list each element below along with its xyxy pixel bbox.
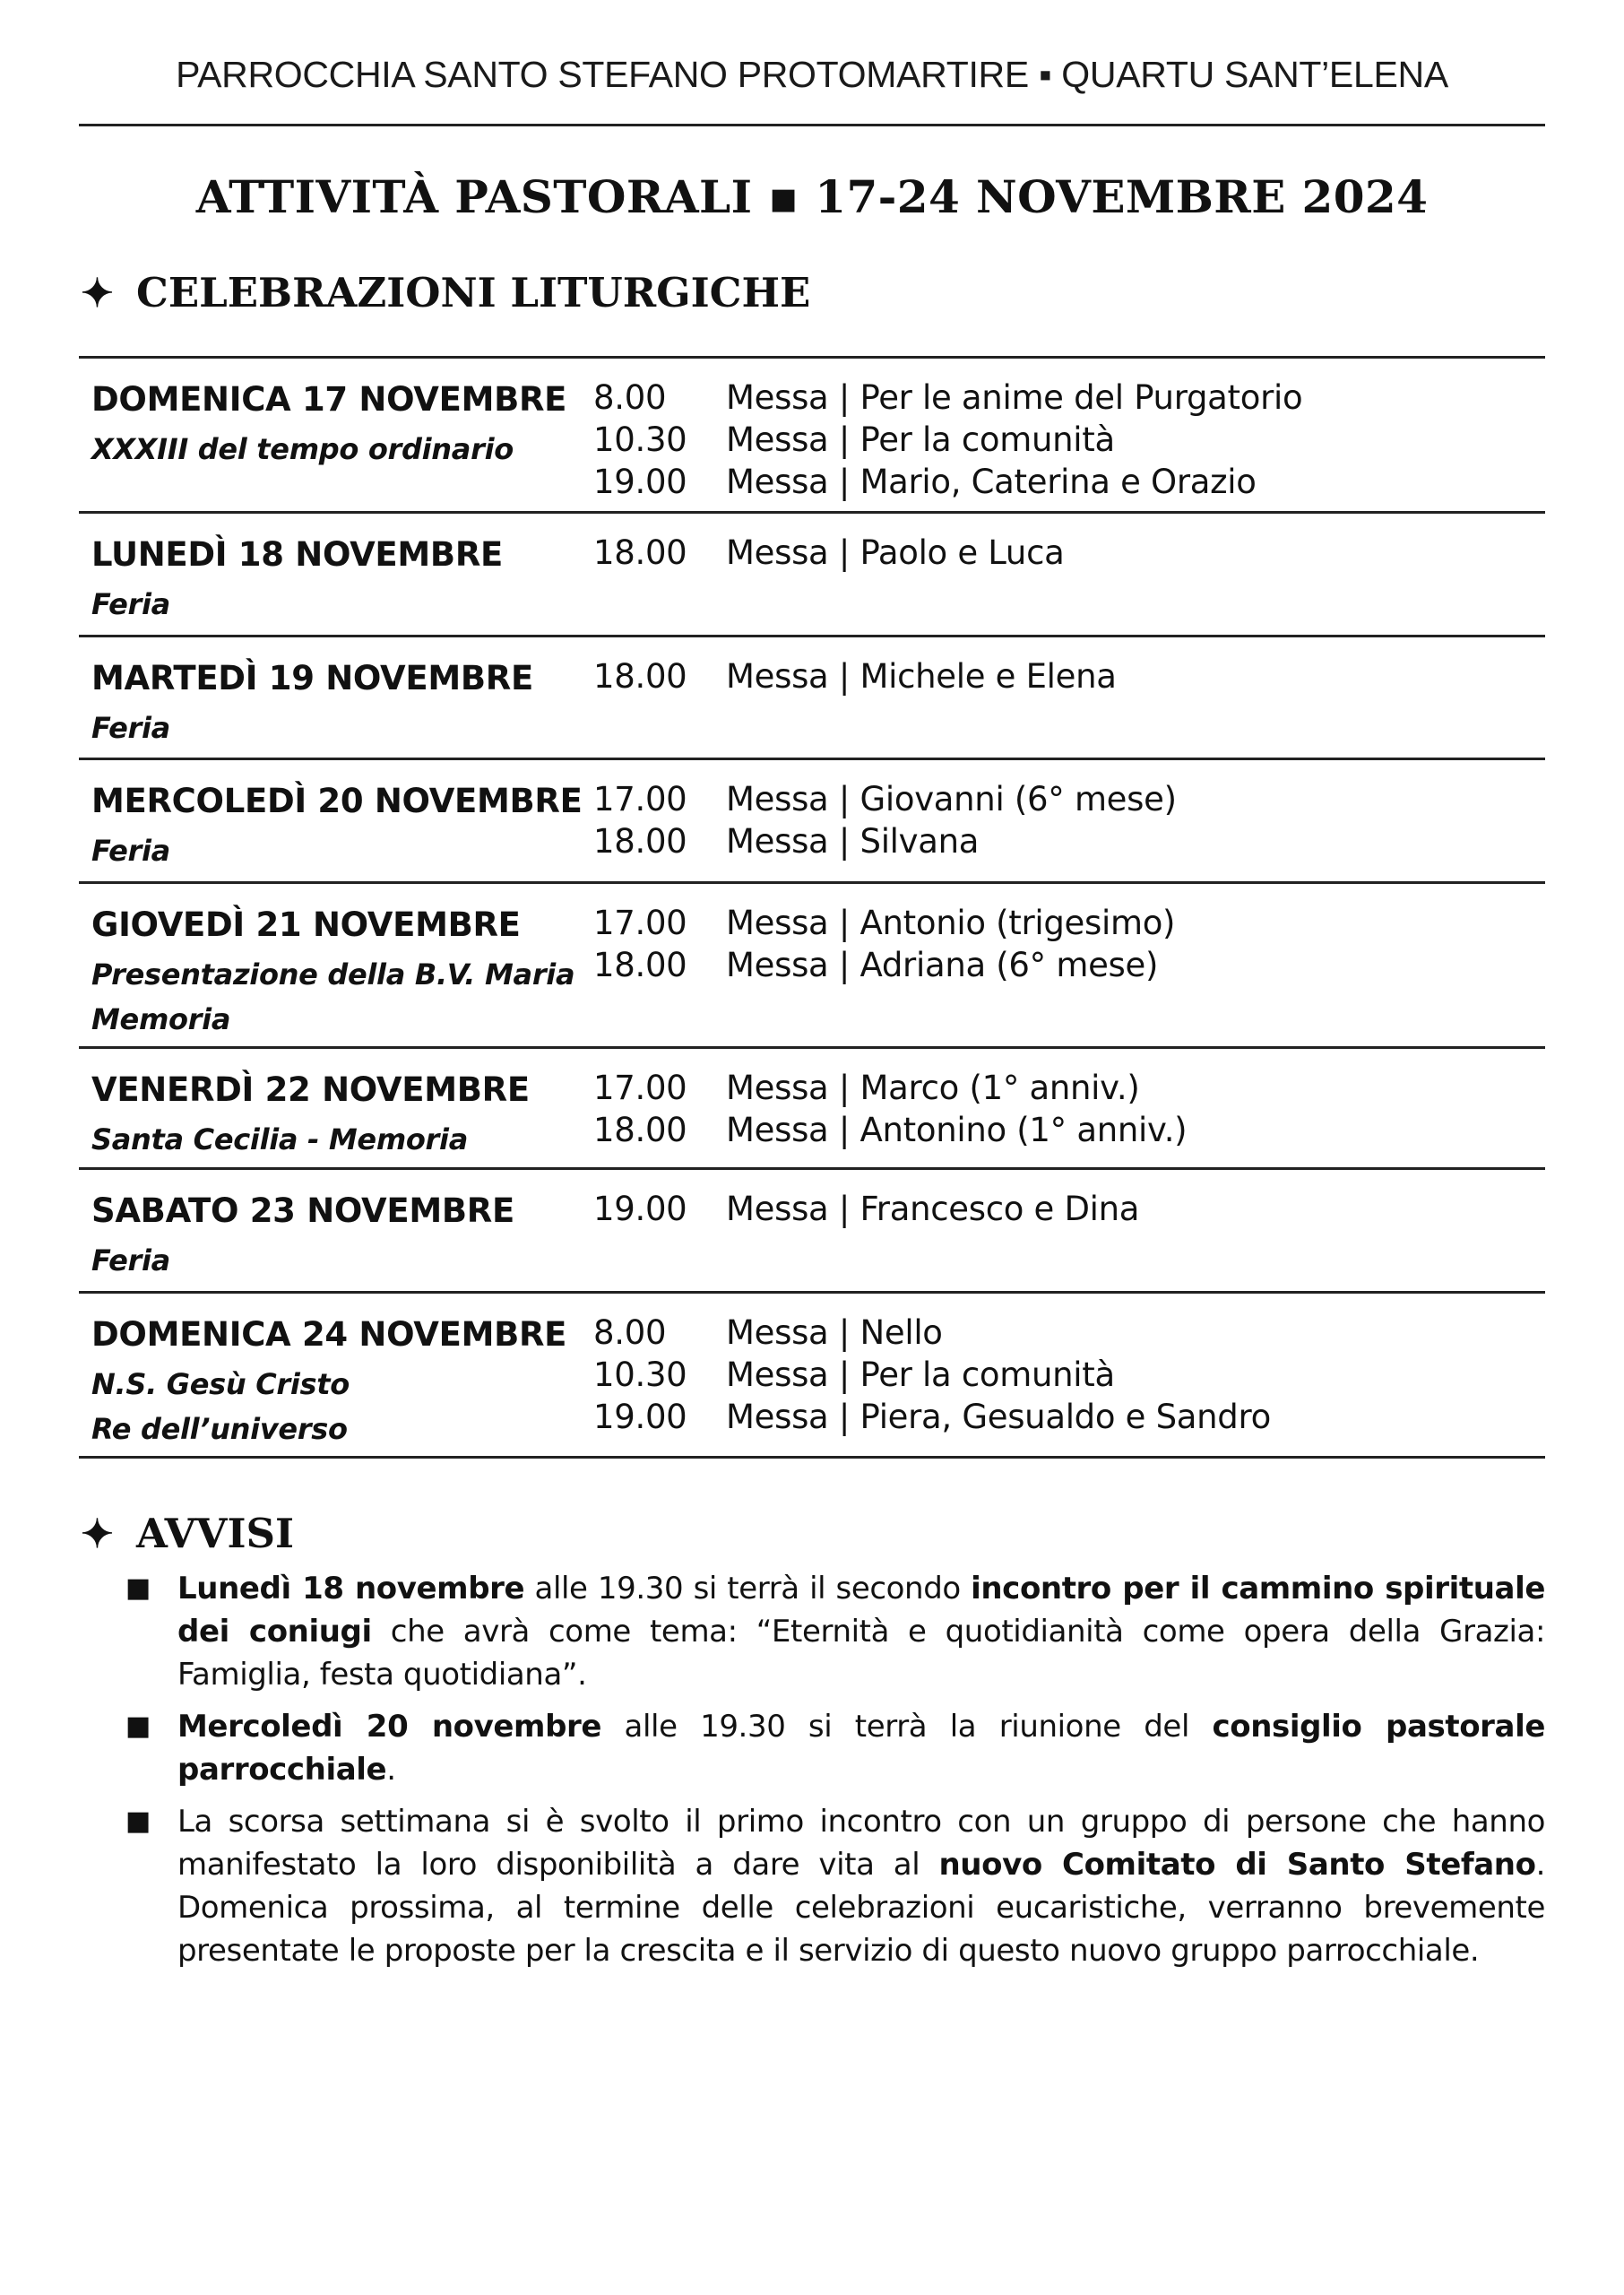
day-subtitle-line: Santa Cecilia - Memoria: [91, 1122, 468, 1156]
day-subtitle-line: Feria: [91, 1243, 170, 1277]
mass-entry: [593, 377, 1302, 419]
day-name: VENERDÌ 22 NOVEMBRE: [91, 1070, 530, 1109]
day-row: [79, 359, 1545, 514]
day-subtitle-line: Presentazione della B.V. Maria: [91, 957, 575, 992]
liturgy-heading-text: CELEBRAZIONI LITURGICHE: [136, 269, 811, 316]
day-subtitle: [91, 1117, 468, 1162]
notice-item: [125, 1800, 1545, 1972]
mass-time: 19.00: [593, 463, 687, 501]
day-subtitle: [91, 952, 574, 1042]
day-name: MARTEDÌ 19 NOVEMBRE: [91, 659, 533, 697]
mass-list: [593, 532, 1065, 574]
liturgy-section-heading: [81, 269, 810, 316]
mass-intention: Messa | Marco (1° anniv.): [726, 1069, 1140, 1107]
mass-intention: Messa | Silvana: [726, 822, 980, 861]
day-row: [79, 1294, 1545, 1459]
day-row: [79, 514, 1545, 637]
mass-entry: [593, 1396, 1271, 1438]
mass-entry: [593, 655, 1117, 697]
mass-time: 18.00: [593, 657, 687, 696]
day-subtitle-line: Memoria: [91, 1002, 231, 1036]
mass-list: [593, 778, 1177, 862]
black-square-bullet-icon: ■: [125, 1710, 151, 1742]
mass-list: [593, 1312, 1271, 1438]
black-square-bullet-icon: ■: [125, 1806, 151, 1837]
notices-heading-text: AVVISI: [136, 1510, 295, 1557]
mass-intention: Messa | Antonio (trigesimo): [726, 904, 1176, 942]
day-subtitle-line: N.S. Gesù Cristo: [91, 1367, 350, 1401]
notice-bold-text: nuovo Comitato di Santo Stefano: [938, 1847, 1536, 1883]
day-name: SABATO 23 NOVEMBRE: [91, 1191, 514, 1230]
notice-text: .: [386, 1752, 396, 1788]
mass-time: 10.30: [593, 420, 687, 459]
day-subtitle: [91, 427, 514, 472]
notices-section-heading: [81, 1510, 294, 1557]
header-divider: [79, 124, 1545, 126]
mass-time: 19.00: [593, 1398, 687, 1436]
mass-list: [593, 1067, 1187, 1151]
day-subtitle: [91, 1238, 170, 1283]
mass-time: 18.00: [593, 946, 687, 984]
day-row: [79, 1049, 1545, 1170]
mass-intention: Messa | Paolo e Luca: [726, 533, 1065, 572]
day-subtitle-line: Re dell’universo: [91, 1412, 348, 1446]
mass-entry: [593, 532, 1065, 574]
mass-list: [593, 1188, 1139, 1230]
day-row: [79, 1170, 1545, 1294]
mass-intention: Messa | Nello: [726, 1313, 943, 1352]
mass-time: 17.00: [593, 780, 687, 818]
mass-list: [593, 902, 1175, 986]
mass-list: [593, 377, 1302, 503]
mass-entry: [593, 902, 1175, 944]
mass-time: 17.00: [593, 1069, 687, 1107]
day-name: MERCOLEDÌ 20 NOVEMBRE: [91, 782, 583, 820]
mass-entry: [593, 461, 1302, 503]
mass-entry: [593, 778, 1177, 820]
mass-intention: Messa | Piera, Gesualdo e Sandro: [726, 1398, 1271, 1436]
mass-intention: Messa | Per la comunità: [726, 1355, 1115, 1394]
mass-entry: [593, 1312, 1271, 1354]
black-square-bullet-icon: ■: [125, 1572, 151, 1604]
mass-intention: Messa | Francesco e Dina: [726, 1190, 1140, 1228]
day-subtitle: [91, 1362, 350, 1451]
notice-text: alle 19.30 si terrà la riunione del: [601, 1709, 1213, 1745]
mass-time: 8.00: [593, 378, 667, 417]
page-title: ATTIVITÀ PASTORALI ▪ 17-24 NOVEMBRE 2024: [195, 170, 1429, 223]
notice-bold-text: incontro per il cammino spirituale dei coniugi: [177, 1571, 1545, 1650]
mass-entry: [593, 820, 1177, 862]
notice-text: alle 19.30 si terrà il secondo: [524, 1571, 972, 1606]
mass-time: 19.00: [593, 1190, 687, 1228]
mass-intention: Messa | Michele e Elena: [726, 657, 1117, 696]
mass-entry: [593, 944, 1175, 986]
day-subtitle: [91, 706, 170, 750]
notice-bold-text: Mercoledì 20 novembre: [177, 1709, 602, 1745]
day-row: [79, 884, 1545, 1049]
mass-intention: Messa | Giovanni (6° mese): [726, 780, 1177, 818]
notice-bold-text: consiglio pastorale parrocchiale: [177, 1709, 1545, 1788]
day-name: DOMENICA 17 NOVEMBRE: [91, 380, 567, 419]
mass-intention: Messa | Per le anime del Purgatorio: [726, 378, 1303, 417]
day-name: LUNEDÌ 18 NOVEMBRE: [91, 535, 503, 574]
day-subtitle-line: Feria: [91, 711, 170, 745]
day-subtitle-line: Feria: [91, 834, 170, 868]
mass-entry: [593, 1188, 1139, 1230]
day-name: DOMENICA 24 NOVEMBRE: [91, 1315, 567, 1354]
mass-time: 18.00: [593, 1111, 687, 1149]
parish-header: PARROCCHIA SANTO STEFANO PROTOMARTIRE ▪ QUARTU SANT’ELENA: [176, 54, 1448, 95]
mass-time: 18.00: [593, 822, 687, 861]
day-name: GIOVEDÌ 21 NOVEMBRE: [91, 905, 521, 944]
day-subtitle: [91, 582, 170, 627]
mass-list: [593, 655, 1117, 697]
mass-time: 10.30: [593, 1355, 687, 1394]
mass-time: 17.00: [593, 904, 687, 942]
mass-entry: [593, 1109, 1187, 1151]
mass-time: 8.00: [593, 1313, 667, 1352]
notice-text: che avrà come tema: “Eternità e quotidianità come opera della Grazia: Famiglia, festa quotidiana”.: [177, 1614, 1546, 1693]
notice-text: La scorsa settimana si è svolto il primo incontro con un gruppo di persone che hanno manifestato la loro disponibilità a dare vita al: [177, 1804, 1545, 1883]
mass-time: 18.00: [593, 533, 687, 572]
notice-text: . Domenica prossima, al termine delle celebrazioni eucaristiche, verranno brevemente presentate le proposte per la crescita e il servizio di questo nuovo gruppo parrocchiale.: [177, 1847, 1545, 1969]
mass-intention: Messa | Adriana (6° mese): [726, 946, 1159, 984]
four-pointed-star-icon: ✦: [81, 271, 114, 316]
day-subtitle: [91, 828, 170, 873]
day-row: [79, 637, 1545, 760]
mass-intention: Messa | Per la comunità: [726, 420, 1115, 459]
notices-list: [125, 1567, 1545, 1981]
notice-bold-text: Lunedì 18 novembre: [177, 1571, 525, 1606]
mass-entry: [593, 1354, 1271, 1396]
day-subtitle-line: XXXIII del tempo ordinario: [91, 432, 514, 466]
day-subtitle-line: Feria: [91, 587, 170, 621]
four-pointed-star-icon: ✦: [81, 1511, 114, 1557]
mass-intention: Messa | Mario, Caterina e Orazio: [726, 463, 1257, 501]
liturgy-schedule: [79, 356, 1545, 1459]
mass-entry: [593, 1067, 1187, 1109]
day-row: [79, 760, 1545, 884]
notice-item: [125, 1705, 1545, 1791]
mass-entry: [593, 419, 1302, 461]
notice-item: [125, 1567, 1545, 1696]
mass-intention: Messa | Antonino (1° anniv.): [726, 1111, 1188, 1149]
